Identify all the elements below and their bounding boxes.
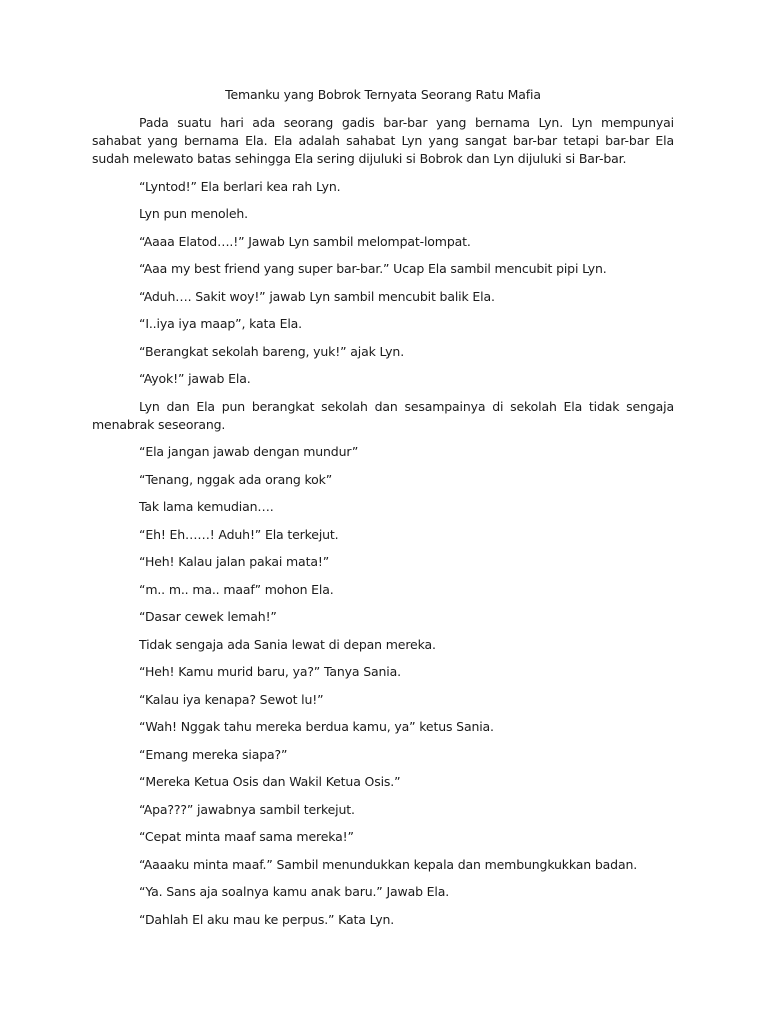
paragraph: “Heh! Kalau jalan pakai mata!” xyxy=(139,554,330,569)
paragraph: “Aaa my best friend yang super bar-bar.” Ucap Ela sambil mencubit pipi Lyn. xyxy=(139,261,607,276)
paragraph: “I..iya iya maap”, kata Ela. xyxy=(139,316,302,331)
paragraph: Lyn dan Ela pun berangkat sekolah dan sesampainya di sekolah Ela tidak sengaja menabrak seseorang. xyxy=(92,398,674,432)
paragraph: “Dasar cewek lemah!” xyxy=(139,609,277,624)
paragraph: “Emang mereka siapa?” xyxy=(139,746,288,762)
paragraph: “Berangkat sekolah bareng, yuk!” ajak Lyn. xyxy=(139,343,405,359)
paragraph: Tak lama kemudian…. xyxy=(139,499,274,514)
story-title: Temanku yang Bobrok Ternyata Seorang Ratu Mafia xyxy=(225,87,541,102)
paragraph: “Ya. Sans aja soalnya kamu anak baru.” Jawab Ela. xyxy=(139,884,450,899)
paragraph-intro: Pada suatu hari ada seorang gadis bar-bar yang bernama Lyn. Lyn mempunyai sahabat yang bernama Ela. Ela adalah sahabat Lyn yang sangat bar-bar tetapi bar-bar Ela sudah melewato batas sehingga Ela sering dijuluki si Bobrok dan Lyn dijuluki si Bar-bar. xyxy=(92,115,674,166)
paragraph: “m.. m.. ma.. maaf” mohon Ela. xyxy=(139,581,334,597)
paragraph: “Dahlah El aku mau ke perpus.” Kata Lyn. xyxy=(139,911,395,927)
paragraph: Lyn pun menoleh. xyxy=(139,206,248,221)
paragraph: “Ela jangan jawab dengan mundur” xyxy=(139,444,359,459)
paragraph: “Aaaa Elatod….!” Jawab Lyn sambil melompat-lompat. xyxy=(139,233,471,249)
paragraph: “Ayok!” jawab Ela. xyxy=(139,371,251,386)
paragraph: “Cepat minta maaf sama mereka!” xyxy=(139,829,354,844)
paragraph: Tidak sengaja ada Sania lewat di depan mereka. xyxy=(139,636,436,652)
paragraph: “Eh! Eh……! Aduh!” Ela terkejut. xyxy=(139,526,339,542)
document-page xyxy=(92,86,674,938)
paragraph: “Aaaaku minta maaf.” Sambil menundukkan kepala dan membungkukkan badan. xyxy=(139,856,638,872)
paragraph: “Apa???” jawabnya sambil terkejut. xyxy=(139,801,355,817)
paragraph: “Kalau iya kenapa? Sewot lu!” xyxy=(139,691,324,707)
paragraph: “Aduh…. Sakit woy!” jawab Lyn sambil mencubit balik Ela. xyxy=(139,288,495,304)
paragraph: “Mereka Ketua Osis dan Wakil Ketua Osis.” xyxy=(139,774,401,789)
paragraph: “Heh! Kamu murid baru, ya?” Tanya Sania. xyxy=(139,664,401,679)
paragraph: “Tenang, nggak ada orang kok” xyxy=(139,471,333,487)
paragraph: “Wah! Nggak tahu mereka berdua kamu, ya” ketus Sania. xyxy=(139,719,494,734)
paragraph: “Lyntod!” Ela berlari kea rah Lyn. xyxy=(139,178,341,194)
